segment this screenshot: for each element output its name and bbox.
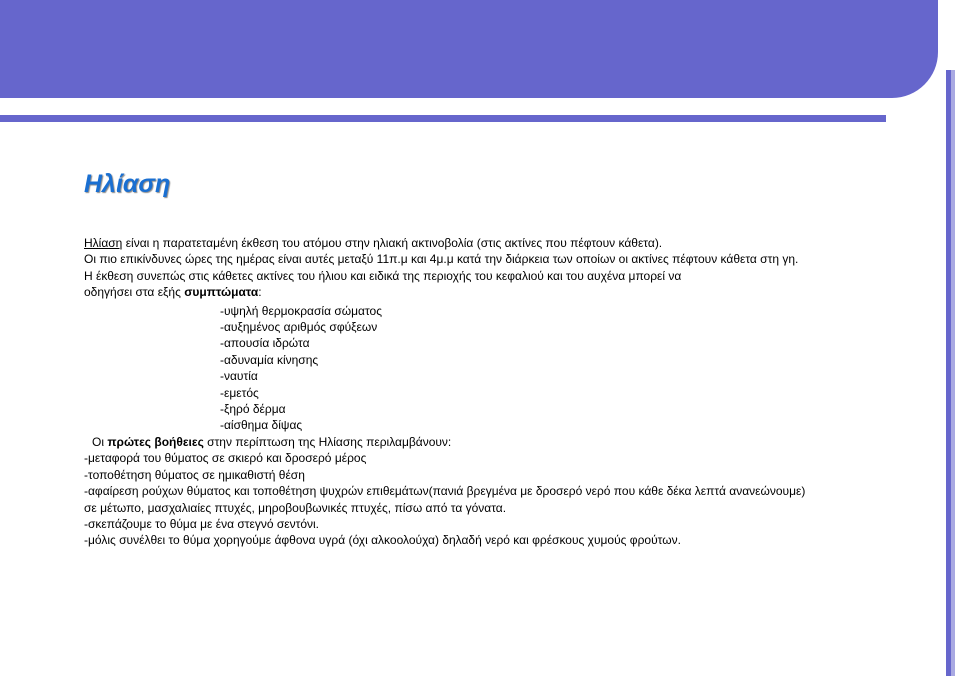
symptoms-list (84, 303, 954, 434)
first-aid-intro (84, 434, 954, 450)
definition-text: είναι η παρατεταμένη έκθεση του ατόμου στην ηλιακή ακτινοβολία (στις ακτίνες που πέφτουν κάθετα). (122, 236, 663, 250)
first-aid-steps (84, 450, 954, 548)
exposure-line-1: Η έκθεση συνεπώς στις κάθετες ακτίνες του ήλιου και ειδικά της περιοχής του κεφαλιού και του αυχένα μπορεί να (84, 268, 682, 283)
symptom-item: -εμετός (220, 385, 259, 400)
dangerous-hours-line: Οι πιο επικίνδυνες ώρες της ημέρας είναι αυτές μεταξύ 11π.μ και 4μ.μ κατά την διάρκεια των οποίων οι ακτίνες πέφτουν κάθετα στη γη. (84, 252, 799, 267)
exposure-suffix: : (258, 285, 262, 300)
header-band (0, 0, 938, 98)
symptoms-keyword: συμπτώματα (184, 285, 259, 300)
first-aid-step: -μεταφορά του θύματος σε σκιερό και δροσερό μέρος (84, 451, 367, 466)
symptom-item: -ναυτία (220, 369, 258, 384)
symptom-item: -ξηρό δέρμα (220, 402, 286, 417)
first-aid-keyword: πρώτες βοήθειες (107, 434, 204, 449)
first-aid-step: -σκεπάζουμε το θύμα με ένα στεγνό σεντόνι. (84, 516, 320, 531)
symptom-item: -αδυναμία κίνησης (220, 352, 319, 367)
symptom-item: -υψηλή θερμοκρασία σώματος (220, 303, 382, 318)
first-aid-suffix: στην περίπτωση της Ηλίασης περιλαμβάνουν: (203, 434, 452, 449)
exposure-line-2 (84, 284, 954, 300)
first-aid-step: -αφαίρεση ρούχων θύματος και τοποθέτηση ψυχρών επιθεμάτων(πανιά βρεγμένα με δροσερό νερό που κάθε δέκα λεπτά ανανεώνουμε) (84, 484, 806, 499)
exposure-prefix: οδηγήσει στα εξής (84, 285, 185, 300)
header-divider-line (0, 115, 886, 122)
first-aid-step: σε μέτωπο, μασχαλιαίες πτυχές, μηροβουβωνικές πτυχές, πίσω από τα γόνατα. (84, 500, 507, 515)
slide-body (84, 235, 954, 549)
symptom-item: -αυξημένος αριθμός σφύξεων (220, 320, 378, 335)
definition-line (84, 235, 954, 251)
slide-title: Ηλίαση (84, 170, 171, 198)
first-aid-step: -μόλις συνέλθει το θύμα χορηγούμε άφθονα υγρά (όχι αλκοολούχα) δηλαδή νερό και φρέσκους χυμούς φρούτων. (84, 533, 681, 548)
symptom-item: -αίσθημα δίψας (220, 418, 303, 433)
first-aid-prefix: Οι (92, 434, 108, 449)
term-highlight: Ηλίαση (84, 236, 123, 250)
first-aid-step: -τοποθέτηση θύματος σε ημικαθιστή θέση (84, 467, 305, 482)
symptom-item: -απουσία ιδρώτα (220, 336, 310, 351)
